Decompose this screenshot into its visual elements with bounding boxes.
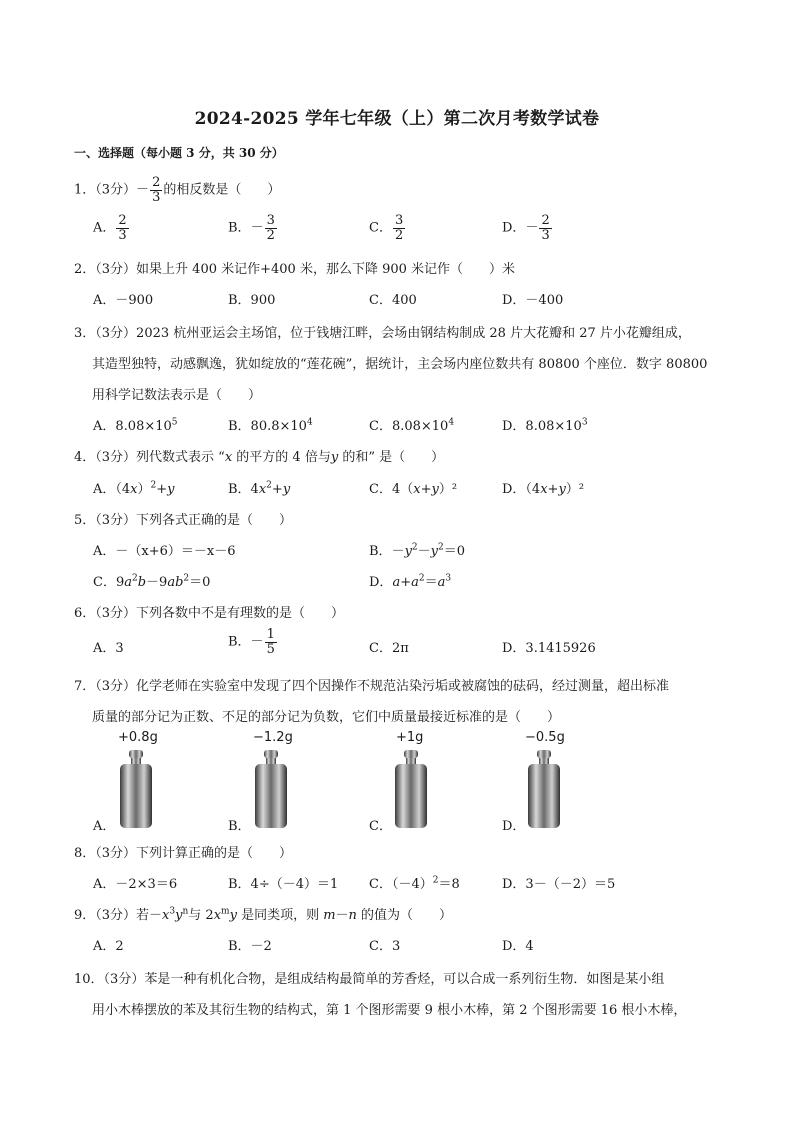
question-10-line-2: 用小木棒摆放的苯及其衍生物的结构式，第 1 个图形需要 9 根小木棒，第 2 个图形需要 16 根小木棒， bbox=[92, 1003, 687, 1018]
q5-b-end: ＝0 bbox=[443, 544, 466, 559]
q6-option-c[interactable]: C．2π bbox=[369, 641, 409, 656]
q4-option-d[interactable] bbox=[502, 478, 584, 497]
q1-d-num: 2 bbox=[541, 213, 550, 228]
q9-p3: 是同类项，则 bbox=[236, 908, 324, 923]
q1-a-num: 2 bbox=[118, 213, 127, 228]
q1-option-c[interactable] bbox=[369, 214, 406, 242]
q9-nn: n bbox=[348, 908, 357, 923]
q1-d-den: 3 bbox=[541, 227, 550, 243]
question-10-line-1: 10．（3分）苯是一种有机化合物，是组成结构最简单的芳香烃，可以合成一系列衍生物．如图是某小组 bbox=[74, 972, 665, 987]
q9-option-b[interactable]: B．－2 bbox=[228, 939, 272, 954]
q5-d-eq: ＝ bbox=[424, 575, 438, 590]
q4-p1: 4．（3分）列代数式表示 “ bbox=[74, 450, 225, 465]
question-7-line-2: 质量的部分记为正数、不足的部分记为负数，它们中质量最接近标准的是（ ） bbox=[92, 710, 561, 725]
q1-option-d[interactable] bbox=[502, 214, 553, 242]
weight-b-label: −1.2g bbox=[253, 730, 293, 745]
q5-d-exp2: 2 bbox=[418, 573, 425, 584]
q9-n: n bbox=[182, 906, 189, 917]
question-1 bbox=[74, 176, 280, 204]
q2-option-c[interactable]: C．400 bbox=[369, 293, 417, 308]
q4-b-v2: y bbox=[282, 482, 291, 497]
q7-option-a[interactable]: A． bbox=[93, 819, 116, 834]
q3-a-base: A．8.08×10 bbox=[93, 419, 172, 434]
q3-option-d[interactable] bbox=[502, 415, 588, 434]
q4-p2: 的平方的 4 倍与 bbox=[232, 450, 331, 465]
q4-option-c[interactable] bbox=[369, 478, 457, 497]
q3-d-exp: 3 bbox=[581, 417, 588, 428]
q7-option-d[interactable]: D． bbox=[502, 819, 526, 834]
question-3-line-2: 其造型独特，动感飘逸，犹如绽放的“莲花碗”，据统计，主会场内座位数共有 80800 个座位．数字 80800 bbox=[92, 357, 708, 372]
q2-option-a[interactable]: A．－900 bbox=[93, 293, 154, 308]
q2-option-b[interactable]: B．900 bbox=[228, 293, 276, 308]
q7-option-b[interactable]: B． bbox=[228, 819, 251, 834]
q1-c-num: 3 bbox=[394, 213, 404, 228]
q5-b-pre: B．－ bbox=[369, 544, 405, 559]
section-heading: 一、选择题（每小题 3 分，共 30 分） bbox=[74, 146, 284, 160]
q6-b-frac bbox=[265, 628, 277, 656]
q5-d-a2: a bbox=[411, 575, 419, 590]
q4-a-mid: ） bbox=[137, 482, 151, 497]
q5-c-b2: b bbox=[175, 575, 184, 590]
q4-c-label: C．4（ bbox=[369, 482, 414, 497]
page-title: 2024-2025 学年七年级（上）第二次月考数学试卷 bbox=[194, 109, 600, 129]
question-3-line-1: 3．（3分）2023 杭州亚运会主场馆，位于钱塘江畔，会场由钢结构制成 28 片大花瓣和 27 片小花瓣组成， bbox=[74, 326, 691, 341]
q4-d-v2: y bbox=[558, 482, 566, 497]
question-7-line-1: 7．（3分）化学老师在实验室中发现了四个因操作不规范沾染污垢或被腐蚀的砝码，经过测量，超出标准 bbox=[74, 679, 670, 694]
q3-c-exp: 4 bbox=[448, 417, 455, 428]
q5-d-plus: + bbox=[400, 575, 412, 590]
q5-c-b: b bbox=[137, 575, 147, 590]
q4-d-mid: + bbox=[547, 482, 559, 497]
weight-c-image[interactable] bbox=[391, 750, 431, 830]
q3-option-b[interactable] bbox=[228, 415, 313, 434]
q4-a-v1: x bbox=[130, 482, 138, 497]
q7-option-c[interactable]: C． bbox=[369, 819, 392, 834]
q1-b-den: 2 bbox=[266, 227, 275, 243]
q9-p2: 与 2 bbox=[188, 908, 214, 923]
q8-c-pre: C．（－4） bbox=[369, 877, 433, 892]
q1-c-frac bbox=[393, 214, 405, 242]
q6-option-a[interactable]: A．3 bbox=[93, 641, 124, 656]
question-8: 8．（3分）下列计算正确的是（ ） bbox=[74, 846, 293, 861]
q9-p4: 的值为（ ） bbox=[356, 908, 453, 923]
q5-d-exp3: 3 bbox=[445, 573, 452, 584]
q1-fraction bbox=[150, 176, 162, 204]
q8-c-end: ＝8 bbox=[438, 877, 460, 892]
q1-b-sign: － bbox=[250, 220, 264, 236]
q4-b-v1: x bbox=[258, 482, 267, 497]
q6-option-b[interactable] bbox=[228, 628, 278, 656]
q1-a-den: 3 bbox=[118, 227, 127, 243]
q4-c-v2: y bbox=[431, 482, 439, 497]
q9-option-c[interactable]: C．3 bbox=[369, 939, 401, 954]
q1-b-label: B． bbox=[228, 220, 251, 236]
q1-c-label: C． bbox=[369, 220, 392, 236]
q5-d-pre: D． bbox=[369, 575, 393, 590]
q1-option-b[interactable] bbox=[228, 214, 278, 242]
q4-y: y bbox=[330, 450, 339, 465]
q9-x2: x bbox=[213, 908, 222, 923]
q1-prefix: 1．（3分） bbox=[74, 182, 137, 198]
q5-c-end: ＝0 bbox=[189, 575, 211, 590]
q1-den: 3 bbox=[152, 189, 161, 205]
q1-option-a[interactable] bbox=[93, 214, 130, 242]
q3-c-base: C．8.08×10 bbox=[369, 419, 449, 434]
q3-option-a[interactable] bbox=[93, 415, 178, 434]
q9-y2: y bbox=[229, 908, 237, 923]
q5-c-pre: C．9 bbox=[93, 575, 125, 590]
q5-b-y1: y bbox=[404, 544, 412, 559]
q4-x: x bbox=[224, 450, 233, 465]
q5-c-exp2: 2 bbox=[183, 573, 190, 584]
q8-option-b[interactable]: B．4÷（－4）＝1 bbox=[228, 877, 339, 892]
q9-option-a[interactable]: A．2 bbox=[93, 939, 124, 954]
q4-d-label: D．（4 bbox=[502, 482, 541, 497]
weight-a-label: +0.8g bbox=[118, 730, 158, 745]
q5-b-y2: y bbox=[430, 544, 439, 559]
q1-d-frac bbox=[539, 214, 551, 242]
q3-option-c[interactable] bbox=[369, 415, 454, 434]
q4-a-tail: + bbox=[156, 482, 168, 497]
q5-c-mid: －9 bbox=[146, 575, 168, 590]
q4-option-b[interactable] bbox=[228, 478, 290, 497]
q5-b-exp2: 2 bbox=[438, 542, 444, 553]
q5-option-b[interactable] bbox=[369, 540, 465, 559]
q8-option-a[interactable]: A．－2×3＝6 bbox=[93, 877, 178, 892]
q1-num: 2 bbox=[152, 175, 161, 190]
question-2: 2．（3分）如果上升 400 米记作+400 米，那么下降 900 米记作（ ）米 bbox=[74, 262, 516, 277]
q1-b-num: 3 bbox=[266, 213, 275, 228]
question-5: 5．（3分）下列各式正确的是（ ） bbox=[74, 513, 293, 528]
q8-option-d[interactable]: D．3－（－2）＝5 bbox=[502, 877, 616, 892]
q2-option-d[interactable]: D．－400 bbox=[502, 293, 564, 308]
q4-a-label: A．（4 bbox=[93, 482, 131, 497]
q1-suffix: 的相反数是（ ） bbox=[163, 182, 281, 198]
q1-a-label: A． bbox=[93, 220, 116, 236]
weight-d-label: −0.5g bbox=[525, 730, 565, 745]
q6-b-pre: B．－ bbox=[228, 634, 264, 650]
q5-c-a: a bbox=[124, 575, 132, 590]
q6-option-d[interactable]: D．3.1415926 bbox=[502, 641, 596, 656]
q1-b-frac bbox=[265, 214, 277, 242]
q3-b-base: B．80.8×10 bbox=[228, 419, 307, 434]
q5-c-exp1: 2 bbox=[131, 573, 138, 584]
question-3-line-3: 用科学记数法表示是（ ） bbox=[92, 388, 262, 403]
q8-option-c[interactable] bbox=[369, 873, 460, 892]
q4-d-end: ）² bbox=[565, 482, 585, 497]
q4-c-end: ）² bbox=[438, 482, 458, 497]
q4-b-exp: 2 bbox=[266, 480, 272, 491]
q9-m: m bbox=[221, 906, 230, 917]
q4-c-v1: x bbox=[413, 482, 421, 497]
weight-b-image[interactable] bbox=[251, 750, 291, 830]
q4-a-exp: 2 bbox=[150, 480, 157, 491]
q4-d-v1: x bbox=[540, 482, 548, 497]
q9-minus: － bbox=[335, 908, 349, 923]
q1-a-frac bbox=[116, 214, 128, 242]
question-6: 6．（3分）下列各数中不是有理数的是（ ） bbox=[74, 606, 345, 621]
q4-c-mid: + bbox=[420, 482, 432, 497]
q6-b-den: 5 bbox=[266, 641, 275, 657]
q9-e3: 3 bbox=[169, 906, 176, 917]
q4-option-a[interactable] bbox=[93, 478, 175, 497]
q3-a-exp: 5 bbox=[171, 417, 178, 428]
q6-b-num: 1 bbox=[266, 627, 275, 642]
q9-p1: 9．（3分）若－ bbox=[74, 908, 163, 923]
question-9 bbox=[74, 904, 452, 923]
q5-b-mid: － bbox=[417, 544, 431, 559]
q1-d-sign: － bbox=[525, 220, 539, 236]
q1-c-den: 2 bbox=[394, 227, 404, 243]
question-4 bbox=[74, 446, 444, 465]
q5-option-a[interactable]: A．－（x+6）＝－x－6 bbox=[93, 544, 236, 559]
q1-neg: － bbox=[136, 182, 150, 198]
q5-option-d[interactable] bbox=[369, 571, 451, 590]
weight-c-label: +1g bbox=[396, 730, 424, 745]
q9-mm: m bbox=[323, 908, 336, 923]
q5-c-a2: a bbox=[167, 575, 176, 590]
q9-y: y bbox=[175, 908, 183, 923]
q9-option-d[interactable]: D．4 bbox=[502, 939, 534, 954]
q3-d-base: D．8.08×10 bbox=[502, 419, 582, 434]
q4-b-label: B．4 bbox=[228, 482, 259, 497]
q5-b-exp1: 2 bbox=[411, 542, 418, 553]
q4-a-v2: y bbox=[167, 482, 175, 497]
q4-b-tail: + bbox=[271, 482, 283, 497]
q1-d-label: D． bbox=[502, 220, 526, 236]
q3-b-exp: 4 bbox=[306, 417, 313, 428]
q5-option-c[interactable] bbox=[93, 571, 210, 590]
weight-a-image[interactable] bbox=[116, 750, 156, 830]
q5-d-a: a bbox=[392, 575, 401, 590]
weight-d-image[interactable] bbox=[524, 750, 564, 830]
q4-p3: 的和” 是（ ） bbox=[338, 450, 445, 465]
q8-c-exp: 2 bbox=[432, 875, 439, 886]
q5-d-a3: a bbox=[437, 575, 446, 590]
q9-x: x bbox=[162, 908, 170, 923]
